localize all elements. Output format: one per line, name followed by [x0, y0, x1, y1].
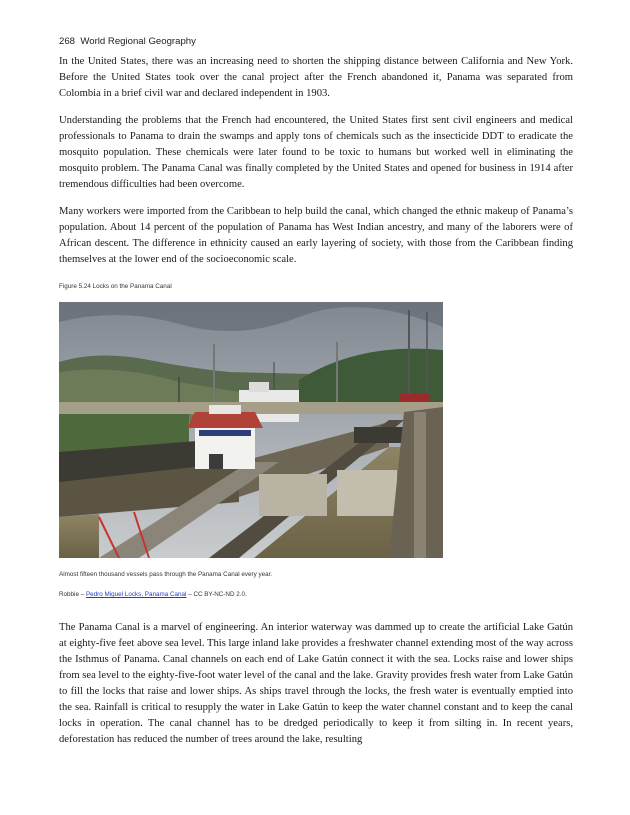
canal-locks-photo	[59, 302, 443, 558]
paragraph-4: The Panama Canal is a marvel of engineering. An interior waterway was dammed up to create the artificial Lake Gatún at eighty-five feet above sea level. This large inland lake provides a freshwater channel extending most of the way across the Isthmus of Panama. Canal channels on each end of Lake Gatún connect it with the sea. Locks raise and lower ships from sea level to the eighty-five-foot water level of the canal and the lake. Gravity provides fresh water from Lake Gatún to fill the locks that raise and lower ships. As ships travel through the locks, the fresh water is eventually emptied into the sea. Rainfall is critical to resupply the water in Lake Gatún to keep the water channel constant and to keep the canal locks in operation. The canal channel has to be dredged periodically to keep it from silting in. In recent years, deforestation has reduced the number of trees around the lake, resulting	[59, 622, 573, 745]
credit-license: – CC BY-NC-ND 2.0.	[186, 591, 247, 598]
credit-link[interactable]: Pedro Miguel Locks, Panama Canal	[85, 591, 187, 598]
running-head	[59, 36, 573, 48]
page	[59, 36, 573, 759]
figure-credit	[59, 590, 573, 599]
paragraph-1: In the United States, there was an increasing need to shorten the shipping distance between California and New York. Before the United States took over the canal project after the French abandoned it, Panama was separated from Colombia in a brief civil war and declared independent in 1903.	[59, 56, 573, 99]
figure-caption: Almost fifteen thousand vessels pass through the Panama Canal every year.	[59, 571, 273, 578]
credit-author: Robbie –	[59, 591, 86, 598]
paragraph-3: Many workers were imported from the Caribbean to help build the canal, which changed the ethnic makeup of Panama’s population. About 14 percent of the population of Panama has West Indian ancestry, and many of the laborers were of African descent. The difference in ethnicity caused an early layering of society, with those from the Caribbean finding themselves at the lower end of the socioeconomic scale.	[59, 206, 573, 265]
page-number: 268	[59, 36, 76, 47]
figure-title: Figure 5.24 Locks on the Panama Canal	[59, 283, 172, 290]
book-title: World Regional Geography	[80, 36, 196, 47]
paragraph-2: Understanding the problems that the French had encountered, the United States first sent civil engineers and medical professionals to Panama to drain the swamps and apply tons of chemicals such as the insecticide DDT to eradicate the mosquito population. These chemicals were later found to be toxic to humans but worked well in eliminating the mosquito problem. The Panama Canal was finally completed by the United States and opened for business in 1914 after tremendous difficulties had been overcome.	[59, 115, 573, 190]
